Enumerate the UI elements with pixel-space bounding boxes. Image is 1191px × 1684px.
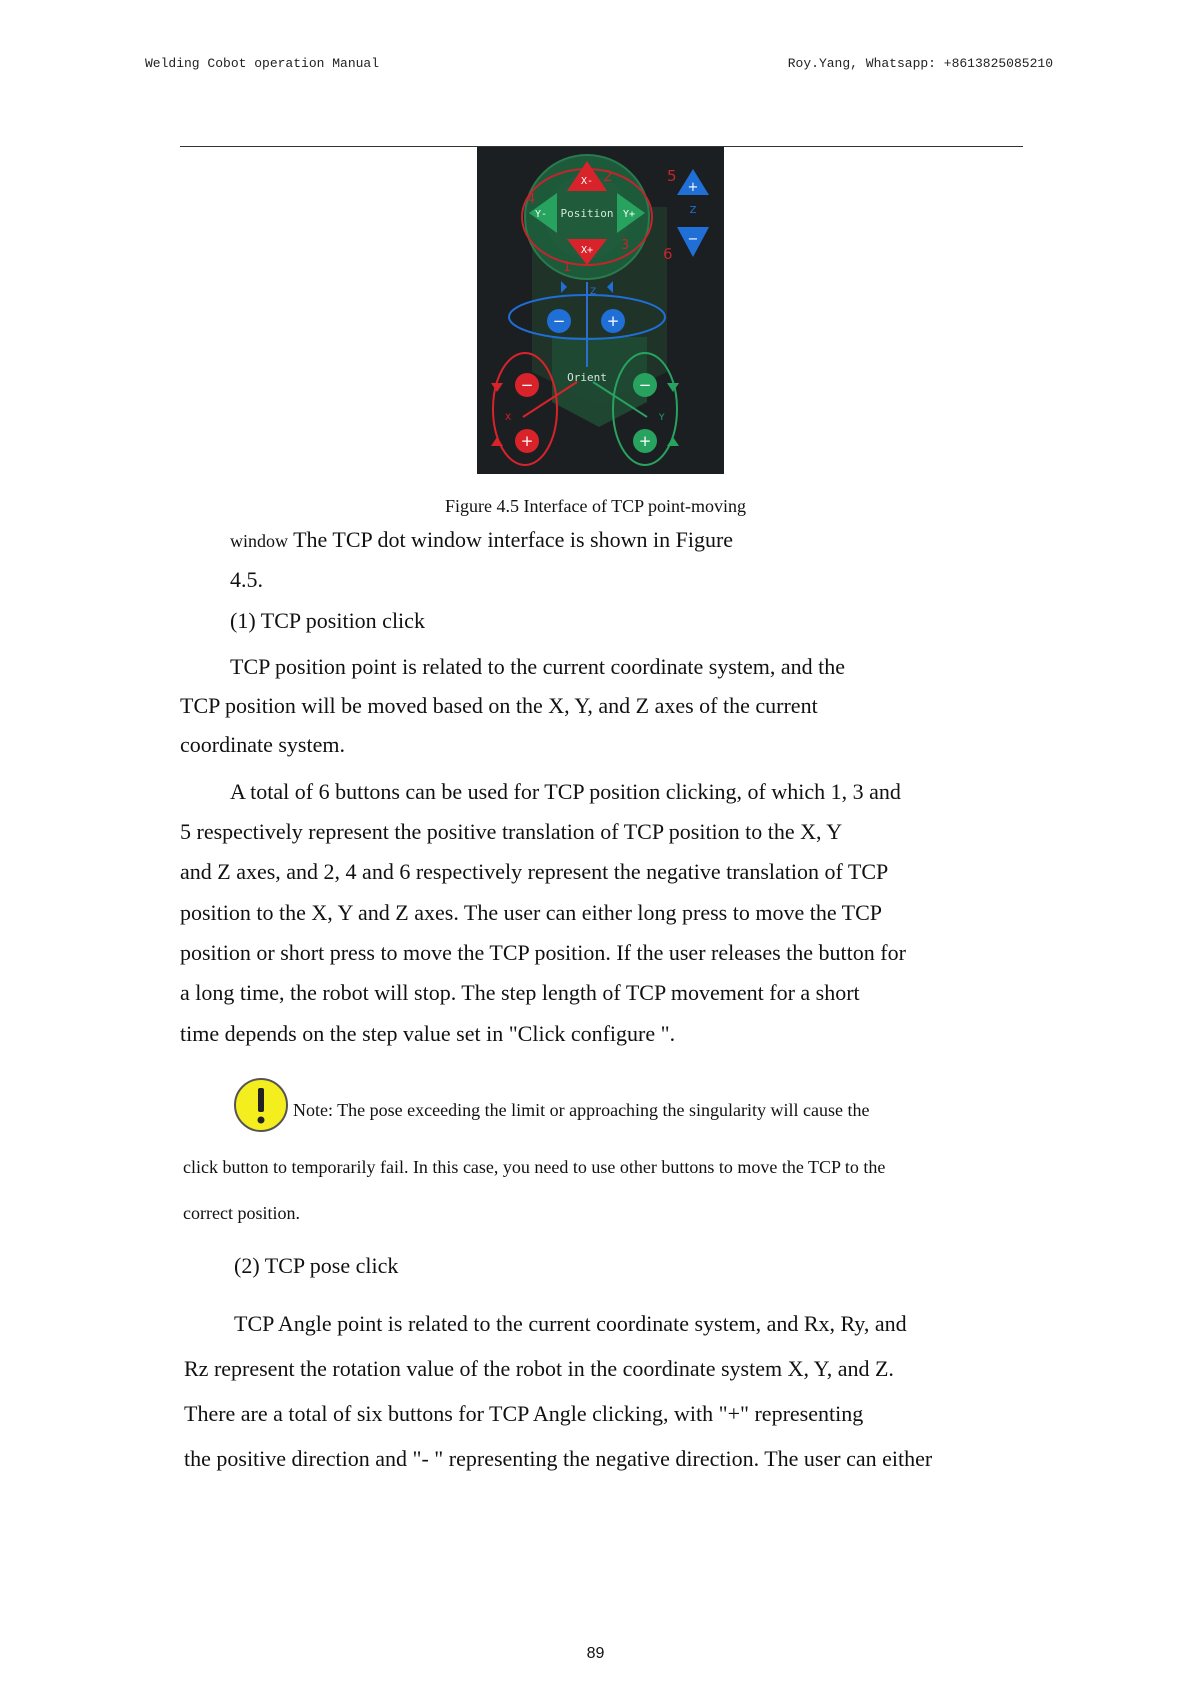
note-line-1: Note: The pose exceeding the limit or approaching the singularity will cause the xyxy=(293,1100,870,1120)
ry-axis-label: Y xyxy=(659,413,665,423)
ry-plus-label: + xyxy=(638,432,652,450)
section2-para-line1: TCP Angle point is related to the current coordinate system, and Rx, Ry, and xyxy=(234,1311,907,1336)
number-3: 3 xyxy=(621,238,630,253)
number-1: 1 xyxy=(563,260,572,275)
x-plus-label: X+ xyxy=(580,245,594,256)
section1-para2-line2: 5 respectively represent the positive translation of TCP position to the X, Y xyxy=(180,819,843,844)
figure-caption: Figure 4.5 Interface of TCP point-moving xyxy=(445,496,746,516)
z-plus-label: + xyxy=(687,180,699,195)
header-right: Roy.Yang, Whatsapp: +8613825085210 xyxy=(787,56,1053,71)
section1-para1-line2: TCP position will be moved based on the X, Y, and Z axes of the current xyxy=(180,693,818,718)
number-5: 5 xyxy=(667,167,677,185)
rx-plus-label: + xyxy=(520,432,534,450)
section1-para2-line4: position to the X, Y and Z axes. The user can either long press to move the TCP xyxy=(180,900,883,925)
note-line-3: correct position. xyxy=(183,1203,300,1223)
page-number: 89 xyxy=(586,1645,605,1662)
orient-label: Orient xyxy=(567,371,607,384)
section1-para2-line6: a long time, the robot will stop. The step length of TCP movement for a short xyxy=(180,980,860,1005)
number-6: 6 xyxy=(663,245,673,263)
rz-minus-label: − xyxy=(552,312,566,330)
y-plus-label: Y+ xyxy=(622,209,636,220)
x-minus-label: X- xyxy=(580,176,594,187)
number-2: 2 xyxy=(603,167,613,185)
section2-para-line2: Rz represent the rotation value of the robot in the coordinate system X, Y, and Z. xyxy=(184,1356,894,1381)
tcp-interface-svg xyxy=(477,147,724,474)
intro-line-2: 4.5. xyxy=(230,567,263,592)
section1-para2-line5: position or short press to move the TCP position. If the user releases the button for xyxy=(180,940,906,965)
section1-para1-line3: coordinate system. xyxy=(180,732,345,757)
intro-text: The TCP dot window interface is shown in Figure xyxy=(288,527,734,552)
section1-para2-line1: A total of 6 buttons can be used for TCP position clicking, of which 1, 3 and xyxy=(230,779,901,804)
number-4: 4 xyxy=(527,192,536,207)
section1-para2-line3: and Z axes, and 2, 4 and 6 respectively represent the negative translation of TCP xyxy=(180,859,889,884)
y-minus-label: Y- xyxy=(534,209,548,220)
position-label: Position xyxy=(560,207,614,220)
section1-para2-line7: time depends on the step value set in "Click configure ". xyxy=(180,1021,676,1046)
tcp-moving-window-figure xyxy=(477,147,724,474)
intro-small-word: window xyxy=(230,531,288,551)
note-line-2: click button to temporarily fail. In this case, you need to use other buttons to move the TCP to the xyxy=(183,1157,886,1177)
section2-para-line3: There are a total of six buttons for TCP Angle clicking, with "+" representing xyxy=(184,1401,864,1426)
section1-heading: (1) TCP position click xyxy=(230,608,425,633)
section2-para-line4: the positive direction and "- " representing the negative direction. The user can either xyxy=(184,1446,933,1471)
z-minus-label: − xyxy=(687,232,699,247)
z-axis-label: Z xyxy=(689,205,697,216)
rx-axis-label: X xyxy=(505,413,512,423)
rz-plus-label: + xyxy=(606,312,620,330)
rz-axis-label: Z xyxy=(590,287,597,297)
section1-para1-line1: TCP position point is related to the current coordinate system, and the xyxy=(230,654,846,679)
header-left: Welding Cobot operation Manual xyxy=(145,56,380,71)
intro-line-1 xyxy=(230,526,733,555)
section2-heading: (2) TCP pose click xyxy=(234,1253,399,1278)
warning-icon xyxy=(233,1077,289,1133)
rx-minus-label: − xyxy=(520,376,534,394)
ry-minus-label: − xyxy=(638,376,652,394)
